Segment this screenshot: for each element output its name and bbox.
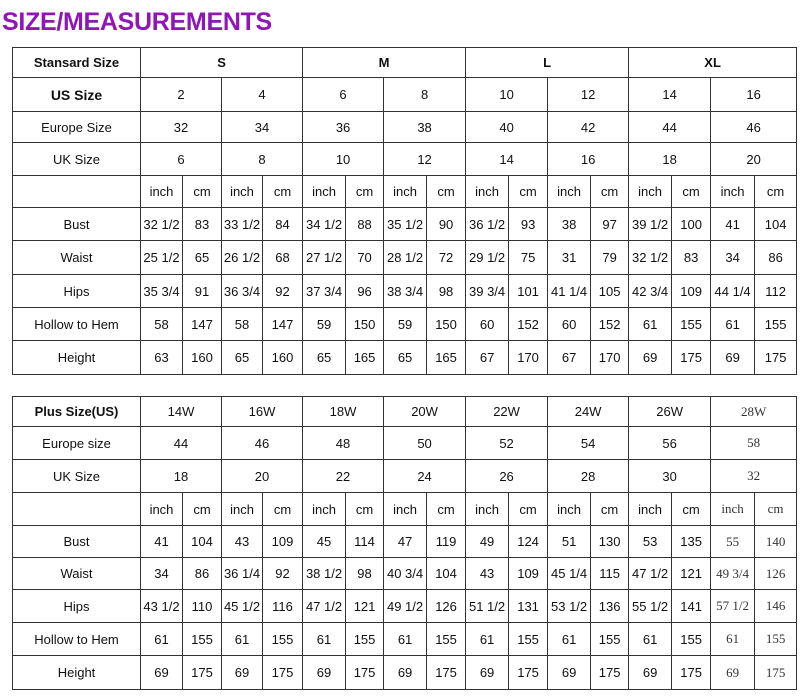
measurement-value: 104: [183, 526, 222, 558]
plus-size-20w: 20W: [384, 397, 466, 427]
measurement-value: 25 1/2: [141, 241, 183, 275]
size-value: 38: [384, 112, 466, 143]
row-label: Europe Size: [13, 112, 141, 143]
measurement-value: 44 1/4: [711, 275, 755, 308]
size-value: 46: [222, 427, 303, 460]
table-row: [13, 78, 797, 112]
size-value: 36: [303, 112, 384, 143]
size-group-l: L: [466, 48, 629, 78]
unit-inch: inch: [141, 493, 183, 526]
measurement-value: 69: [629, 656, 672, 690]
measurement-value: 131: [509, 590, 548, 623]
measurement-value: 38: [548, 208, 591, 241]
plus-size-18w: 18W: [303, 397, 384, 427]
size-value: 4: [222, 78, 303, 112]
measurement-value: 51: [548, 526, 591, 558]
unit-inch: inch: [629, 176, 672, 208]
measurement-value: 49 1/2: [384, 590, 427, 623]
measurement-value: 43: [466, 558, 509, 590]
measurement-label: Waist: [13, 241, 141, 275]
measurement-value: 42 3/4: [629, 275, 672, 308]
measurement-value: 60: [548, 308, 591, 341]
measurement-value: 27 1/2: [303, 241, 346, 275]
unit-cm: cm: [509, 493, 548, 526]
measurement-value: 68: [263, 241, 303, 275]
measurement-value: 175: [346, 656, 384, 690]
measurement-value: 65: [222, 341, 263, 375]
measurement-value: 175: [755, 341, 797, 375]
measurement-value: 65: [303, 341, 346, 375]
size-value: 24: [384, 460, 466, 493]
measurement-value: 39 1/2: [629, 208, 672, 241]
measurement-value: 86: [183, 558, 222, 590]
unit-inch: inch: [222, 493, 263, 526]
measurement-value: 38 1/2: [303, 558, 346, 590]
measurement-value: 175: [263, 656, 303, 690]
unit-cm: cm: [755, 493, 797, 526]
size-value: 20: [222, 460, 303, 493]
measurement-value: 35 1/2: [384, 208, 427, 241]
unit-cm: cm: [346, 176, 384, 208]
page-title: SIZE/MEASUREMENTS: [2, 8, 272, 36]
size-value: 28: [548, 460, 629, 493]
unit-cm: cm: [263, 493, 303, 526]
size-value: 44: [141, 427, 222, 460]
measurement-value: 72: [427, 241, 466, 275]
size-value: 12: [384, 143, 466, 176]
measurement-value: 55: [711, 526, 755, 558]
measurement-value: 119: [427, 526, 466, 558]
plus-size-22w: 22W: [466, 397, 548, 427]
measurement-value: 61: [384, 623, 427, 656]
size-value: 16: [548, 143, 629, 176]
table-row: [13, 493, 797, 526]
measurement-value: 165: [427, 341, 466, 375]
measurement-value: 155: [672, 623, 711, 656]
measurement-value: 136: [591, 590, 629, 623]
measurement-value: 140: [755, 526, 797, 558]
unit-inch: inch: [711, 493, 755, 526]
table-row: [13, 656, 797, 690]
size-value: 30: [629, 460, 711, 493]
measurement-value: 70: [346, 241, 384, 275]
measurement-value: 126: [755, 558, 797, 590]
measurement-value: 60: [466, 308, 509, 341]
measurement-label: Hips: [13, 590, 141, 623]
measurement-value: 155: [591, 623, 629, 656]
measurement-value: 40 3/4: [384, 558, 427, 590]
measurement-value: 69: [141, 656, 183, 690]
measurement-value: 98: [346, 558, 384, 590]
measurement-label: Height: [13, 656, 141, 690]
measurement-value: 31: [548, 241, 591, 275]
measurement-value: 92: [263, 275, 303, 308]
size-value: 32: [141, 112, 222, 143]
unit-inch: inch: [141, 176, 183, 208]
unit-inch: inch: [303, 176, 346, 208]
measurement-value: 69: [384, 656, 427, 690]
measurement-value: 61: [629, 623, 672, 656]
measurement-value: 109: [509, 558, 548, 590]
size-value: 6: [141, 143, 222, 176]
measurement-value: 32 1/2: [629, 241, 672, 275]
size-value: 18: [141, 460, 222, 493]
measurement-value: 97: [591, 208, 629, 241]
size-value: 10: [303, 143, 384, 176]
size-value: 18: [629, 143, 711, 176]
unit-inch: inch: [466, 176, 509, 208]
size-value: 40: [466, 112, 548, 143]
size-value: 32: [711, 460, 797, 493]
measurement-value: 170: [509, 341, 548, 375]
size-value: 22: [303, 460, 384, 493]
measurement-value: 38 3/4: [384, 275, 427, 308]
measurement-value: 69: [466, 656, 509, 690]
table-row: [13, 176, 797, 208]
unit-cm: cm: [591, 493, 629, 526]
size-value: 14: [466, 143, 548, 176]
unit-cm: cm: [672, 493, 711, 526]
measurement-value: 165: [346, 341, 384, 375]
unit-inch: inch: [384, 176, 427, 208]
measurement-value: 61: [141, 623, 183, 656]
unit-inch: inch: [548, 176, 591, 208]
measurement-value: 135: [672, 526, 711, 558]
unit-inch: inch: [629, 493, 672, 526]
size-value: 8: [222, 143, 303, 176]
measurement-value: 175: [672, 656, 711, 690]
measurement-value: 61: [711, 623, 755, 656]
measurement-value: 155: [509, 623, 548, 656]
size-value: 8: [384, 78, 466, 112]
measurement-value: 36 1/4: [222, 558, 263, 590]
plus-size-26w: 26W: [629, 397, 711, 427]
measurement-value: 109: [672, 275, 711, 308]
measurement-value: 147: [263, 308, 303, 341]
measurement-value: 175: [183, 656, 222, 690]
measurement-value: 53: [629, 526, 672, 558]
table-row: [13, 341, 797, 375]
measurement-value: 75: [509, 241, 548, 275]
measurement-value: 175: [591, 656, 629, 690]
measurement-label: Bust: [13, 208, 141, 241]
measurement-value: 51 1/2: [466, 590, 509, 623]
measurement-value: 104: [427, 558, 466, 590]
measurement-value: 84: [263, 208, 303, 241]
measurement-value: 41: [711, 208, 755, 241]
table-row: [13, 460, 797, 493]
measurement-value: 58: [141, 308, 183, 341]
measurement-value: 98: [427, 275, 466, 308]
measurement-value: 37 3/4: [303, 275, 346, 308]
measurement-value: 150: [346, 308, 384, 341]
measurement-label: Bust: [13, 526, 141, 558]
measurement-value: 88: [346, 208, 384, 241]
measurement-value: 61: [303, 623, 346, 656]
size-value: 54: [548, 427, 629, 460]
measurement-value: 49 3/4: [711, 558, 755, 590]
table-row: [13, 275, 797, 308]
measurement-value: 170: [591, 341, 629, 375]
size-value: 20: [711, 143, 797, 176]
unit-inch: inch: [384, 493, 427, 526]
unit-cm: cm: [755, 176, 797, 208]
measurement-value: 90: [427, 208, 466, 241]
measurement-value: 39 3/4: [466, 275, 509, 308]
measurement-value: 152: [509, 308, 548, 341]
measurement-value: 121: [346, 590, 384, 623]
measurement-value: 61: [548, 623, 591, 656]
table-row: [13, 241, 797, 275]
measurement-value: 58: [222, 308, 263, 341]
size-value: 58: [711, 427, 797, 460]
measurement-value: 152: [591, 308, 629, 341]
size-value: 14: [629, 78, 711, 112]
measurement-value: 47 1/2: [303, 590, 346, 623]
unit-cm: cm: [427, 176, 466, 208]
unit-inch: inch: [303, 493, 346, 526]
measurement-value: 61: [629, 308, 672, 341]
measurement-value: 43: [222, 526, 263, 558]
standard-size-table: [12, 47, 797, 375]
measurement-value: 28 1/2: [384, 241, 427, 275]
measurement-value: 61: [222, 623, 263, 656]
measurement-value: 83: [672, 241, 711, 275]
measurement-value: 104: [755, 208, 797, 241]
row-label: UK Size: [13, 460, 141, 493]
size-value: 44: [629, 112, 711, 143]
measurement-value: 45 1/4: [548, 558, 591, 590]
measurement-value: 147: [183, 308, 222, 341]
size-value: 6: [303, 78, 384, 112]
measurement-value: 34: [711, 241, 755, 275]
size-value: 2: [141, 78, 222, 112]
table-row: [13, 48, 797, 78]
table-row: [13, 143, 797, 176]
plus-size-28w: 28W: [711, 397, 797, 427]
measurement-value: 34: [141, 558, 183, 590]
plus-size-24w: 24W: [548, 397, 629, 427]
measurement-value: 45 1/2: [222, 590, 263, 623]
table-row: [13, 208, 797, 241]
measurement-value: 26 1/2: [222, 241, 263, 275]
measurement-value: 155: [755, 308, 797, 341]
measurement-value: 47 1/2: [629, 558, 672, 590]
measurement-value: 65: [183, 241, 222, 275]
measurement-label: Height: [13, 341, 141, 375]
measurement-value: 155: [427, 623, 466, 656]
measurement-value: 155: [346, 623, 384, 656]
measurement-value: 141: [672, 590, 711, 623]
measurement-value: 79: [591, 241, 629, 275]
measurement-value: 155: [263, 623, 303, 656]
measurement-value: 124: [509, 526, 548, 558]
size-group-xl: XL: [629, 48, 797, 78]
measurement-value: 155: [672, 308, 711, 341]
measurement-value: 105: [591, 275, 629, 308]
measurement-value: 69: [222, 656, 263, 690]
measurement-value: 83: [183, 208, 222, 241]
measurement-value: 69: [711, 656, 755, 690]
unit-inch: inch: [711, 176, 755, 208]
measurement-value: 114: [346, 526, 384, 558]
table-row: [13, 623, 797, 656]
table-row: [13, 526, 797, 558]
size-header-label: Stansard Size: [13, 48, 141, 78]
measurement-value: 175: [755, 656, 797, 690]
measurement-value: 41: [141, 526, 183, 558]
unit-cm: cm: [346, 493, 384, 526]
measurement-value: 175: [672, 341, 711, 375]
unit-cm: cm: [263, 176, 303, 208]
measurement-value: 130: [591, 526, 629, 558]
table-row: [13, 590, 797, 623]
measurement-value: 116: [263, 590, 303, 623]
measurement-value: 160: [263, 341, 303, 375]
measurement-value: 126: [427, 590, 466, 623]
unit-cm: cm: [183, 493, 222, 526]
size-value: 34: [222, 112, 303, 143]
measurement-value: 67: [548, 341, 591, 375]
measurement-value: 110: [183, 590, 222, 623]
measurement-value: 146: [755, 590, 797, 623]
size-value: 26: [466, 460, 548, 493]
unit-inch: inch: [548, 493, 591, 526]
measurement-value: 155: [183, 623, 222, 656]
measurement-value: 160: [183, 341, 222, 375]
unit-cm: cm: [672, 176, 711, 208]
unit-cm: cm: [591, 176, 629, 208]
measurement-value: 69: [629, 341, 672, 375]
measurement-value: 36 1/2: [466, 208, 509, 241]
unit-inch: inch: [222, 176, 263, 208]
size-value: 56: [629, 427, 711, 460]
table-row: [13, 427, 797, 460]
measurement-value: 96: [346, 275, 384, 308]
measurement-value: 41 1/4: [548, 275, 591, 308]
measurement-value: 115: [591, 558, 629, 590]
measurement-value: 55 1/2: [629, 590, 672, 623]
measurement-value: 65: [384, 341, 427, 375]
plus-size-header-label: Plus Size(US): [13, 397, 141, 427]
size-value: 52: [466, 427, 548, 460]
row-label: UK Size: [13, 143, 141, 176]
size-group-s: S: [141, 48, 303, 78]
measurement-value: 86: [755, 241, 797, 275]
unit-cm: cm: [427, 493, 466, 526]
table-row: [13, 308, 797, 341]
measurement-value: 59: [384, 308, 427, 341]
unit-cm: cm: [509, 176, 548, 208]
measurement-value: 69: [303, 656, 346, 690]
size-value: 12: [548, 78, 629, 112]
measurement-value: 33 1/2: [222, 208, 263, 241]
measurement-value: 67: [466, 341, 509, 375]
measurement-value: 63: [141, 341, 183, 375]
measurement-label: Waist: [13, 558, 141, 590]
measurement-label: Hollow to Hem: [13, 623, 141, 656]
measurement-value: 32 1/2: [141, 208, 183, 241]
row-label: Europe size: [13, 427, 141, 460]
measurement-value: 57 1/2: [711, 590, 755, 623]
measurement-value: 59: [303, 308, 346, 341]
size-value: 46: [711, 112, 797, 143]
measurement-value: 49: [466, 526, 509, 558]
table-row: [13, 558, 797, 590]
measurement-value: 69: [711, 341, 755, 375]
measurement-value: 150: [427, 308, 466, 341]
measurement-value: 100: [672, 208, 711, 241]
measurement-value: 34 1/2: [303, 208, 346, 241]
measurement-value: 36 3/4: [222, 275, 263, 308]
size-group-m: M: [303, 48, 466, 78]
unit-inch: inch: [466, 493, 509, 526]
size-value: 16: [711, 78, 797, 112]
measurement-value: 91: [183, 275, 222, 308]
size-value: 50: [384, 427, 466, 460]
table-row: [13, 397, 797, 427]
measurement-value: 69: [548, 656, 591, 690]
size-value: 48: [303, 427, 384, 460]
unit-label-empty: [13, 493, 141, 526]
unit-label-empty: [13, 176, 141, 208]
measurement-value: 175: [509, 656, 548, 690]
size-value: 10: [466, 78, 548, 112]
measurement-value: 155: [755, 623, 797, 656]
measurement-value: 92: [263, 558, 303, 590]
plus-size-table: [12, 396, 797, 690]
measurement-label: Hips: [13, 275, 141, 308]
plus-size-14w: 14W: [141, 397, 222, 427]
measurement-value: 53 1/2: [548, 590, 591, 623]
measurement-value: 109: [263, 526, 303, 558]
measurement-value: 175: [427, 656, 466, 690]
unit-cm: cm: [183, 176, 222, 208]
row-label: US Size: [13, 78, 141, 112]
measurement-value: 43 1/2: [141, 590, 183, 623]
measurement-value: 93: [509, 208, 548, 241]
measurement-value: 101: [509, 275, 548, 308]
measurement-value: 35 3/4: [141, 275, 183, 308]
table-row: [13, 112, 797, 143]
measurement-value: 61: [711, 308, 755, 341]
plus-size-16w: 16W: [222, 397, 303, 427]
measurement-value: 29 1/2: [466, 241, 509, 275]
measurement-value: 112: [755, 275, 797, 308]
measurement-label: Hollow to Hem: [13, 308, 141, 341]
measurement-value: 47: [384, 526, 427, 558]
measurement-value: 45: [303, 526, 346, 558]
measurement-value: 61: [466, 623, 509, 656]
measurement-value: 121: [672, 558, 711, 590]
size-value: 42: [548, 112, 629, 143]
